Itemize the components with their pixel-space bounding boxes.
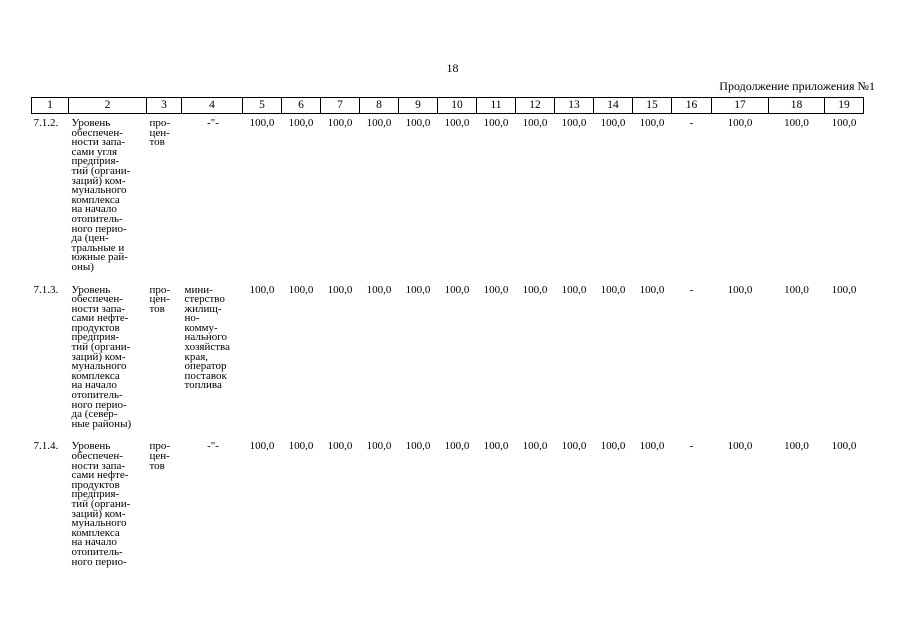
continuation-label: Продолжение приложения №1 — [719, 79, 875, 93]
header-cell: 13 — [555, 98, 594, 114]
value-cell: 100,0 — [366, 440, 392, 453]
header-cell: 6 — [282, 98, 321, 114]
indicators-table — [31, 97, 864, 575]
value-cell: 100,0 — [639, 117, 665, 129]
value-cell: 100,0 — [249, 440, 275, 453]
indicator-name: Уровень обеспечен- ности запа- сами нефте- продуктов предприя- тий (органи- заций) ком- мунального комплекса на начало отопитель- ного перио- да (север- ные районы) — [71, 283, 132, 430]
header-cell: 3 — [147, 98, 182, 114]
row-code: 7.1.3. — [33, 283, 59, 296]
value-cell: 100,0 — [727, 283, 753, 296]
table-row — [32, 437, 864, 575]
header-cell: 11 — [477, 98, 516, 114]
page-number: 18 — [446, 61, 459, 75]
table-row — [32, 281, 864, 438]
header-cell: 7 — [321, 98, 360, 114]
value-cell: - — [689, 283, 694, 296]
value-cell: 100,0 — [366, 117, 392, 129]
value-cell: 100,0 — [522, 117, 548, 129]
unit-cell: про- цен- тов — [149, 440, 171, 472]
header-cell: 2 — [69, 98, 147, 114]
value-cell: 100,0 — [327, 283, 353, 296]
header-cell: 14 — [594, 98, 633, 114]
unit-cell: про- цен- тов — [149, 117, 171, 149]
header-cell: 17 — [712, 98, 769, 114]
value-cell: 100,0 — [561, 440, 587, 453]
value-cell: 100,0 — [288, 440, 314, 453]
value-cell: 100,0 — [831, 283, 857, 296]
value-cell: 100,0 — [784, 440, 809, 453]
value-cell: 100,0 — [327, 440, 353, 453]
responsible-cell: -"- — [207, 440, 219, 453]
value-cell: 100,0 — [727, 440, 753, 453]
value-cell: 100,0 — [831, 440, 857, 453]
header-cell: 5 — [243, 98, 282, 114]
row-code: 7.1.2. — [33, 117, 59, 129]
header-cell: 10 — [438, 98, 477, 114]
value-cell: - — [689, 440, 694, 453]
value-cell: - — [689, 117, 694, 129]
value-cell: 100,0 — [288, 283, 314, 296]
responsible-cell: -"- — [207, 117, 219, 129]
header-row — [32, 98, 864, 114]
header-cell: 12 — [516, 98, 555, 114]
value-cell: 100,0 — [522, 283, 548, 296]
value-cell: 100,0 — [522, 440, 548, 453]
value-cell: 100,0 — [288, 117, 314, 129]
value-cell: 100,0 — [249, 117, 275, 129]
indicator-name: Уровень обеспечен- ности запа- сами нефте- продуктов предприя- тий (органи- заций) ком- мунального комплекса на начало отопитель- ного перио- — [71, 440, 131, 568]
table-row — [32, 114, 864, 281]
header-cell: 9 — [399, 98, 438, 114]
value-cell: 100,0 — [483, 283, 509, 296]
value-cell: 100,0 — [600, 283, 626, 296]
value-cell: 100,0 — [639, 440, 665, 453]
unit-cell: про- цен- тов — [149, 283, 171, 315]
value-cell: 100,0 — [727, 117, 753, 129]
value-cell: 100,0 — [405, 117, 431, 129]
responsible-cell: мини- стерство жилищ- но- комму- нального хозяйства края, оператор поставок топлива — [184, 283, 230, 392]
value-cell: 100,0 — [444, 440, 470, 453]
value-cell: 100,0 — [444, 283, 470, 296]
header-cell: 16 — [672, 98, 712, 114]
header-cell: 19 — [825, 98, 864, 114]
value-cell: 100,0 — [831, 117, 857, 129]
value-cell: 100,0 — [561, 117, 587, 129]
value-cell: 100,0 — [405, 283, 431, 296]
value-cell: 100,0 — [561, 283, 587, 296]
value-cell: 100,0 — [483, 117, 509, 129]
header-cell: 1 — [32, 98, 69, 114]
value-cell: 100,0 — [600, 117, 626, 129]
value-cell: 100,0 — [327, 117, 353, 129]
value-cell: 100,0 — [405, 440, 431, 453]
header-cell: 4 — [182, 98, 243, 114]
row-code: 7.1.4. — [33, 440, 59, 453]
header-cell: 8 — [360, 98, 399, 114]
value-cell: 100,0 — [483, 440, 509, 453]
header-cell: 15 — [633, 98, 672, 114]
value-cell: 100,0 — [784, 117, 809, 129]
value-cell: 100,0 — [444, 117, 470, 129]
value-cell: 100,0 — [366, 283, 392, 296]
indicator-name: Уровень обеспечен- ности запа- сами угля предприя- тий (органи- заций) ком- мунального комплекса на начало отопитель- ного перио- да (цен- тральные и южные рай- оны) — [71, 117, 131, 273]
value-cell: 100,0 — [784, 283, 809, 296]
value-cell: 100,0 — [600, 440, 626, 453]
header-cell: 18 — [769, 98, 825, 114]
value-cell: 100,0 — [639, 283, 665, 296]
value-cell: 100,0 — [249, 283, 275, 296]
